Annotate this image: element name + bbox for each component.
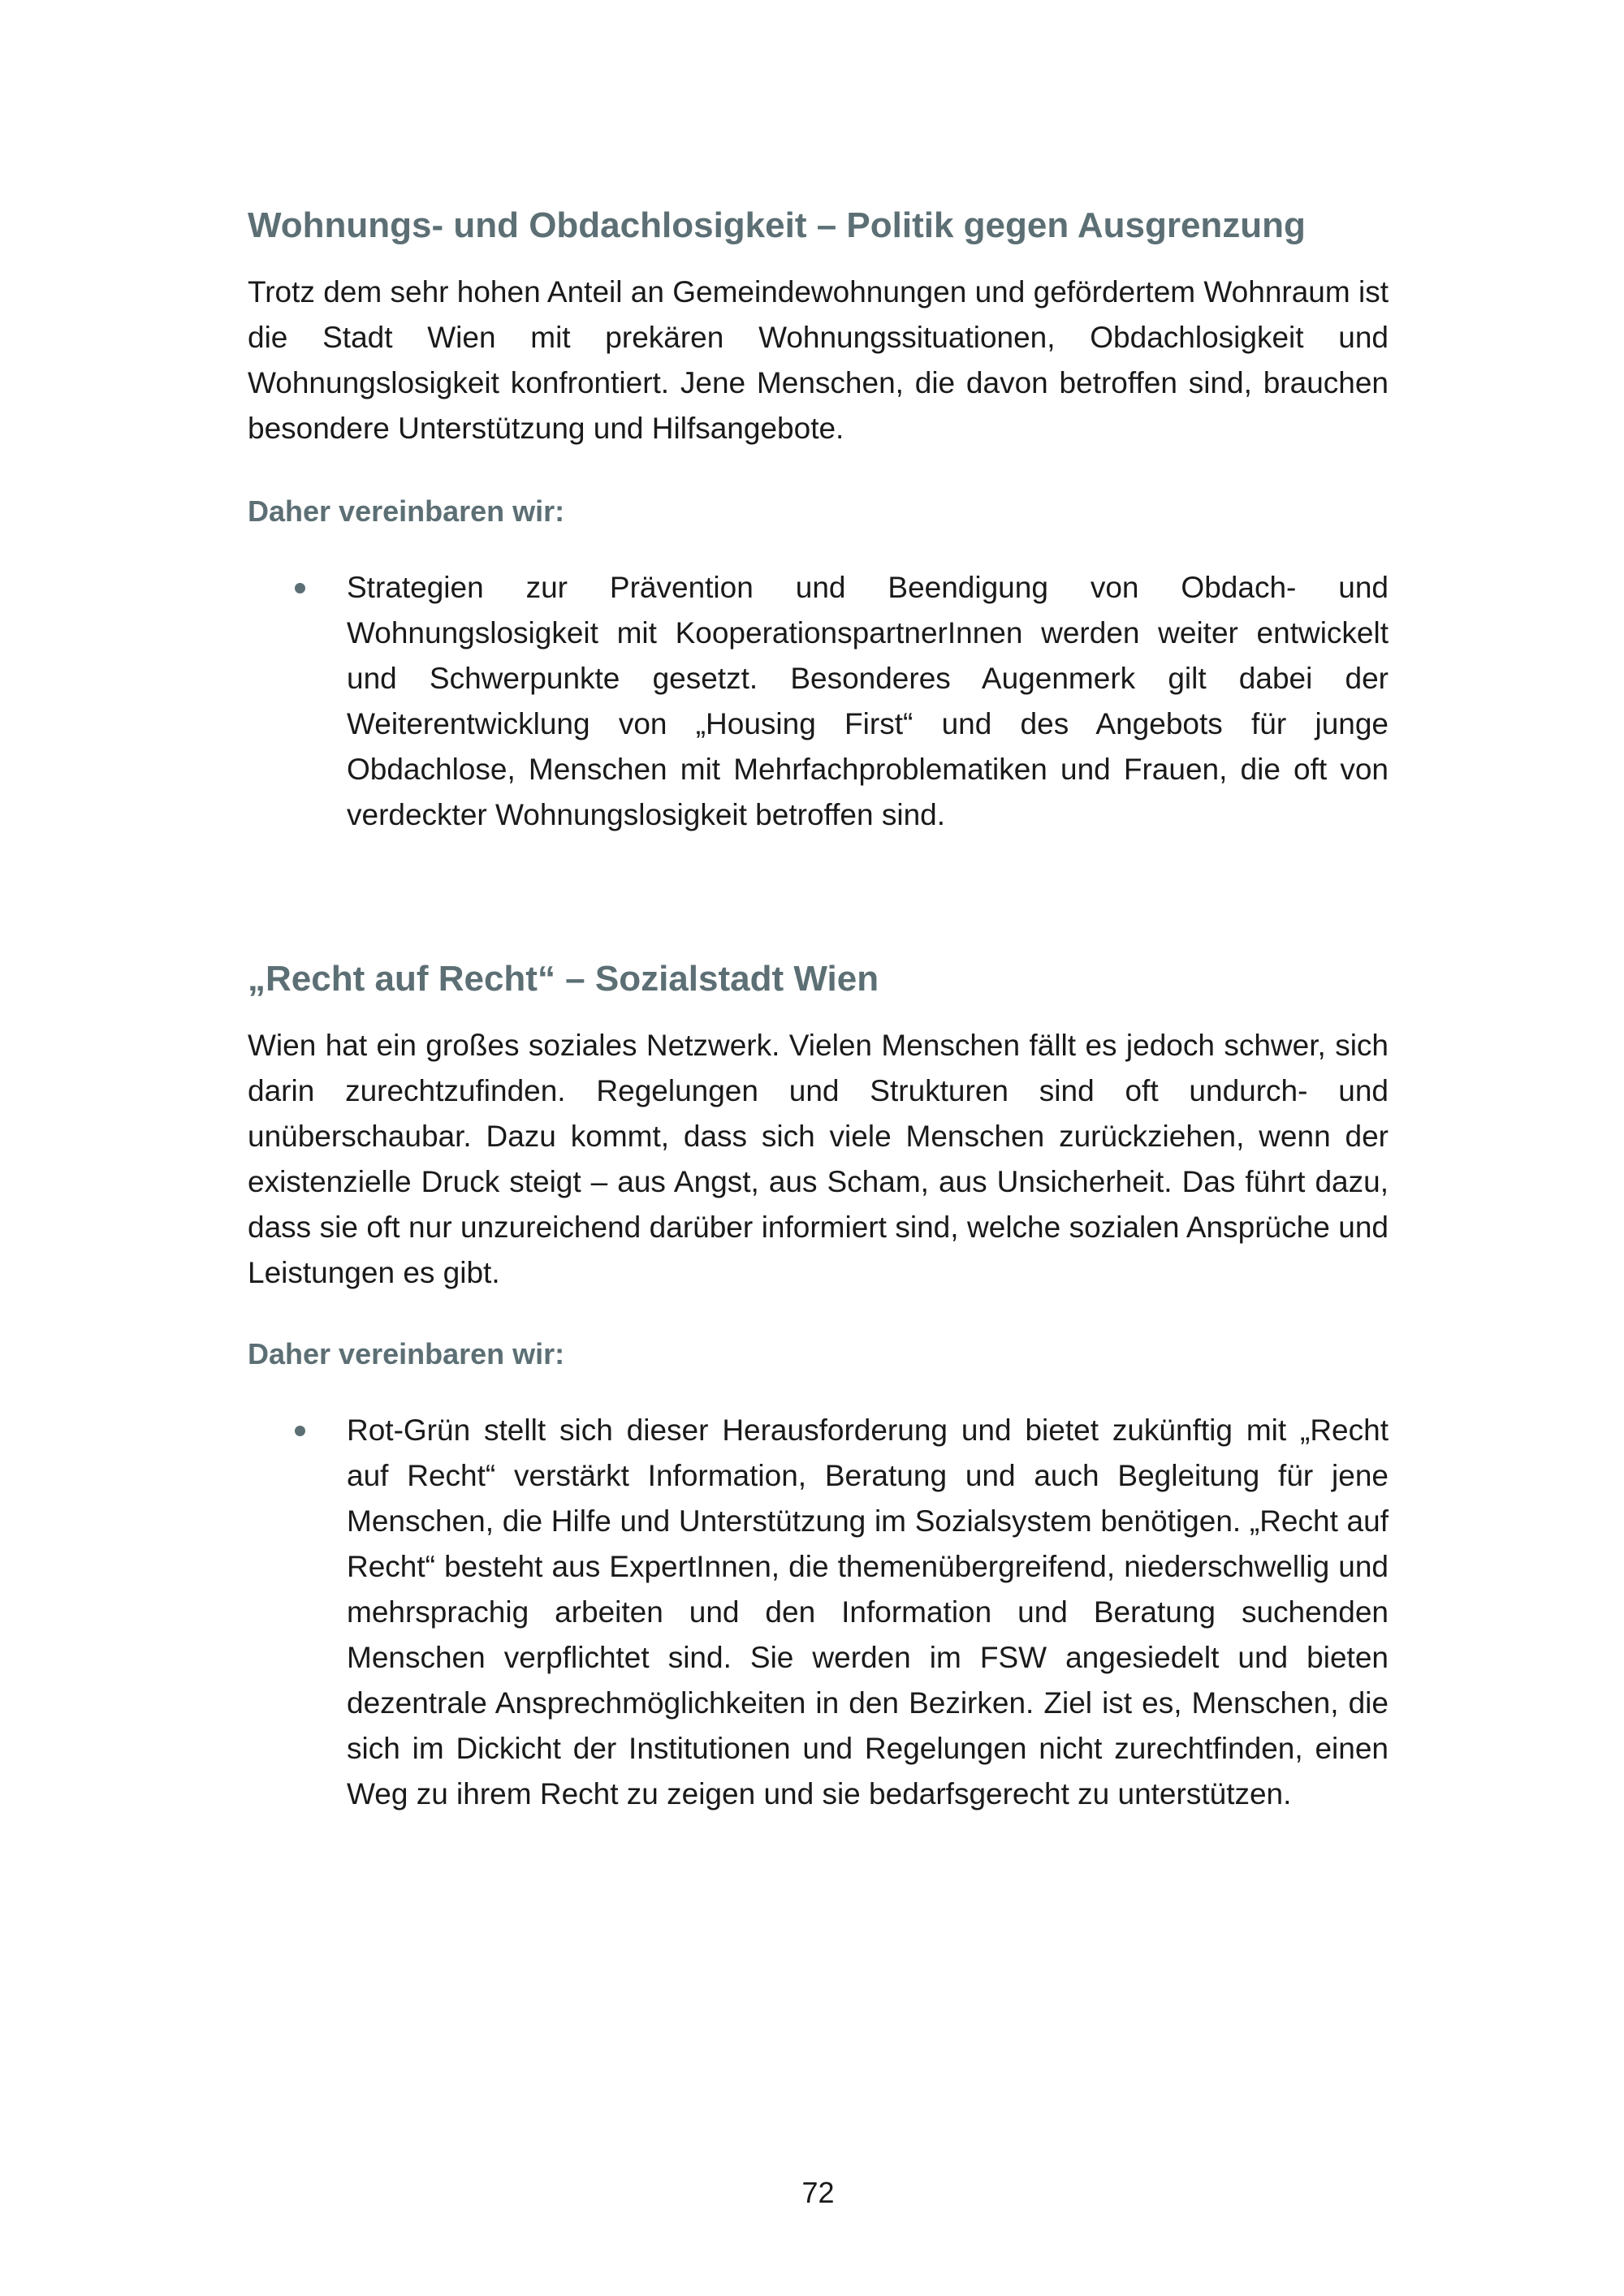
bullet-icon xyxy=(295,1426,305,1436)
list-item xyxy=(248,565,1389,838)
bullet-list-2 xyxy=(248,1408,1389,1817)
section-heading-obdachlosigkeit: Wohnungs- und Obdachlosigkeit – Politik gegen Ausgrenzung xyxy=(248,205,1306,245)
bullet-text: Strategien zur Prävention und Beendigung von Obdach- und Wohnungslosigkeit mit KooperationspartnerInnen werden weiter entwickelt und Schwerpunkte gesetzt. Besonderes Augenmerk gilt dabei der Weiterentwicklung von „Housing First“ und des Angebots für junge Obdachlose, Menschen mit Mehrfachproblematiken und Frauen, die oft von verdeckter Wohnungslosigkeit betroffen sind. xyxy=(347,571,1389,831)
section-heading-recht-auf-recht: „Recht auf Recht“ – Sozialstadt Wien xyxy=(248,959,879,999)
paragraph-recht-auf-recht: Wien hat ein großes soziales Netzwerk. Vielen Menschen fällt es jedoch schwer, sich darin zurechtzufinden. Regelungen und Strukturen sind oft undurch- und unüberschaubar. Dazu kommt, dass sich viele Menschen zurückziehen, wenn der existenzielle Druck steigt – aus Angst, aus Scham, aus Unsicherheit. Das führt dazu, dass sie oft nur unzureichend darüber informiert sind, welche sozialen Ansprüche und Leistungen es gibt. xyxy=(248,1029,1389,1289)
paragraph-obdachlosigkeit: Trotz dem sehr hohen Anteil an Gemeindewohnungen und gefördertem Wohnraum ist die Stadt Wien mit prekären Wohnungssituationen, Obdachlosigkeit und Wohnungslosigkeit konfrontiert. Jene Menschen, die davon betroffen sind, brauchen besondere Unterstützung und Hilfsangebote. xyxy=(248,275,1389,445)
subheading-daher-vereinbaren-2: Daher vereinbaren wir: xyxy=(248,1337,565,1370)
bullet-text: Rot-Grün stellt sich dieser Herausforderung und bietet zukünftig mit „Recht auf Recht“ verstärkt Information, Beratung und auch Begleitung für jene Menschen, die Hilfe und Unterstützung im Sozialsystem benötigen. „Recht auf Recht“ besteht aus ExpertInnen, die themenübergreifend, niederschwellig und mehrsprachig arbeiten und den Information und Beratung suchenden Menschen verpflichtet sind. Sie werden im FSW angesiedelt und bieten dezentrale Ansprechmöglichkeiten in den Bezirken. Ziel ist es, Menschen, die sich im Dickicht der Institutionen und Regelungen nicht zurechtfinden, einen Weg zu ihrem Recht zu zeigen und sie bedarfsgerecht zu unterstützen. xyxy=(347,1413,1389,1810)
page-number: 72 xyxy=(801,2176,835,2209)
bullet-icon xyxy=(295,583,305,593)
bullet-list-1 xyxy=(248,565,1389,838)
list-item xyxy=(248,1408,1389,1817)
subheading-daher-vereinbaren-1: Daher vereinbaren wir: xyxy=(248,494,565,528)
document-page xyxy=(248,0,1389,2296)
